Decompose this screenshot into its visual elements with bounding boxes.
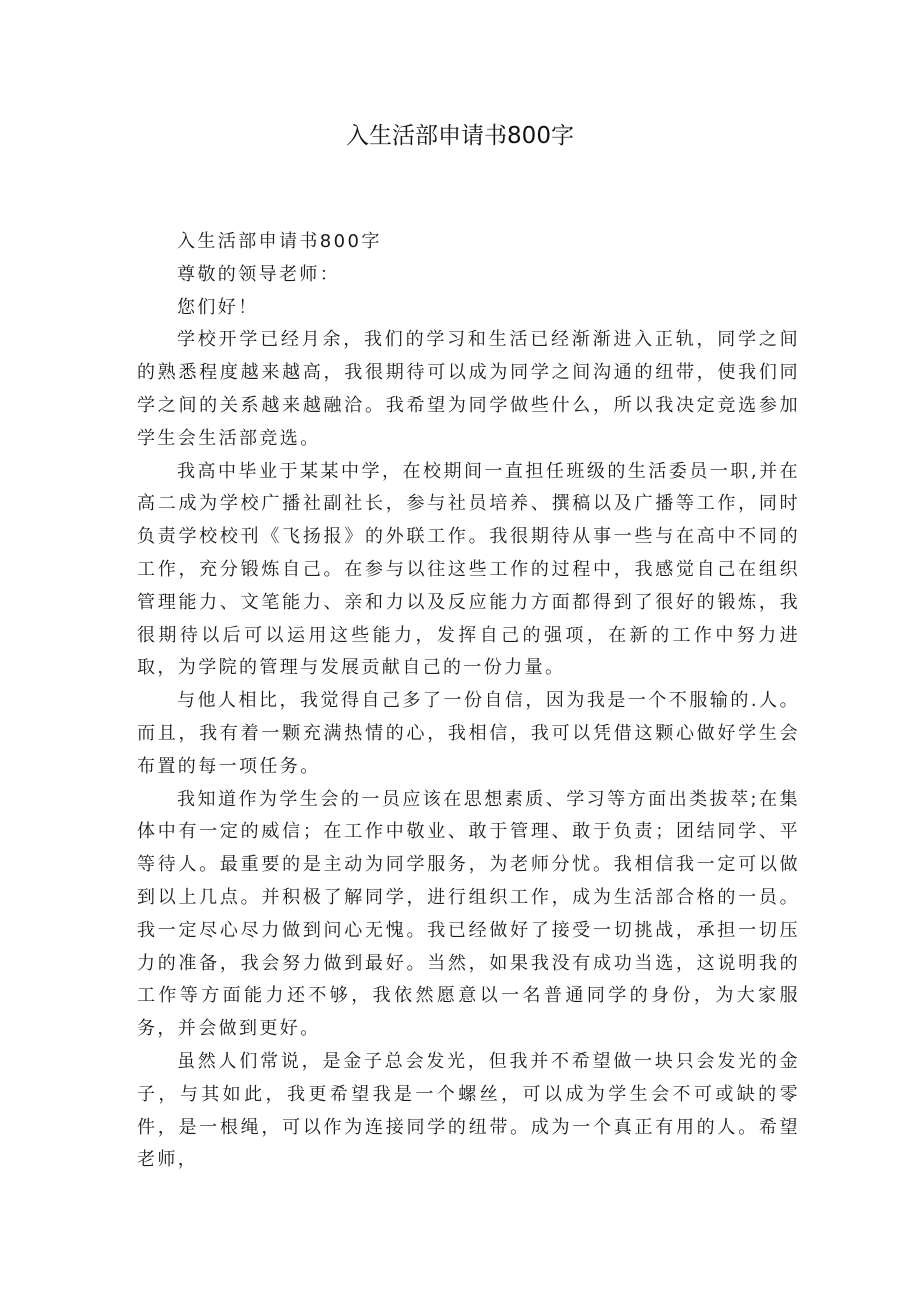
document-body [137, 226, 800, 1177]
paragraph-1: 学校开学已经月余，我们的学习和生活已经渐渐进入正轨，同学之间的熟悉程度越来越高，我很期待可以成为同学之间沟通的纽带，使我们同学之间的关系越来越融洽。我希望为同学做些什么，所以我决定竞选参加学生会生活部竞选。 [137, 329, 800, 449]
salutation: 尊敬的领导老师： [177, 263, 341, 285]
greeting: 您们好！ [177, 296, 259, 318]
paragraph-3: 与他人相比，我觉得自己多了一份自信，因为我是一个不服输的.人。而且，我有着一颗充满热情的心，我相信，我可以凭借这颗心做好学生会布置的每一项任务。 [137, 690, 800, 777]
document-title: 入生活部申请书800字 [346, 123, 574, 149]
paragraph-4: 我知道作为学生会的一员应该在思想素质、学习等方面出类拔萃;在集体中有一定的威信；在工作中敬业、敢于管理、敢于负责；团结同学、平等待人。最重要的是主动为同学服务，为老师分忧。我相信我一定可以做到以上几点。并积极了解同学，进行组织工作，成为生活部合格的一员。我一定尽心尽力做到问心无愧。我已经做好了接受一切挑战，承担一切压力的准备，我会努力做到最好。当然，如果我没有成功当选，这说明我的工作等方面能力还不够，我依然愿意以一名普通同学的身份，为大家服务，并会做到更好。 [137, 788, 800, 1040]
paragraph-5: 虽然人们常说，是金子总会发光，但我并不希望做一块只会发光的金子，与其如此，我更希望我是一个螺丝，可以成为学生会不可或缺的零件，是一根绳，可以作为连接同学的纽带。成为一个真正有用的人。希望老师， [137, 1050, 800, 1171]
paragraph-2: 我高中毕业于某某中学，在校期间一直担任班级的生活委员一职,并在高二成为学校广播社副社长，参与社员培养、撰稿以及广播等工作，同时负责学校校刊《飞扬报》的外联工作。我很期待从事一些与在高中不同的工作，充分锻炼自己。在参与以往这些工作的过程中，我感觉自己在组织管理能力、文笔能力、亲和力以及反应能力方面都得到了很好的锻炼，我很期待以后可以运用这些能力，发挥自己的强项，在新的工作中努力进取，为学院的管理与发展贡献自己的一份力量。 [137, 460, 800, 679]
heading-line: 入生活部申请书800字 [177, 231, 382, 252]
